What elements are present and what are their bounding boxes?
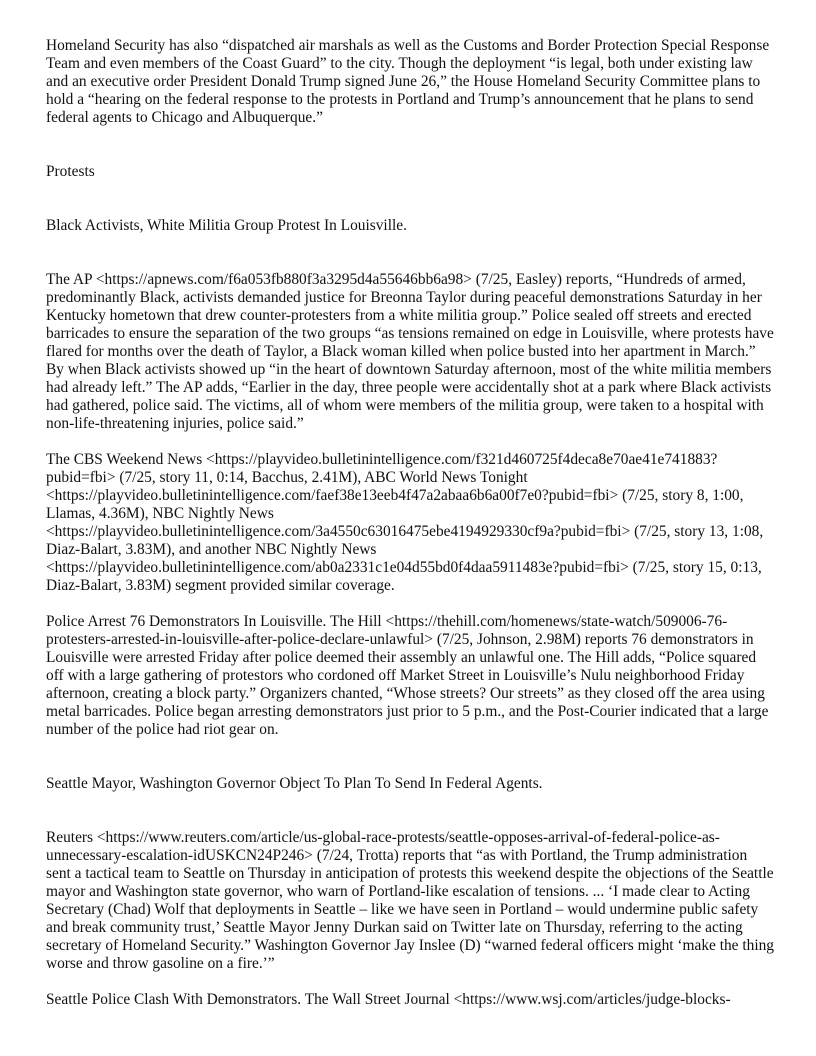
paragraph-ap-report: The AP <https://apnews.com/f6a053fb880f3a3295d4a55646bb6a98> (7/25, Easley) reports, “Hundreds of armed, predominantly Black, activists demanded justice for Breonna Taylor during peaceful demonstrations Saturday in her Kentucky hometown that drew counter-protesters from a white militia group.” Police sealed off streets and erected barricades to ensure the separation of the two groups “as tensions remained on edge in Louisville, where protests have flared for months over the death of Taylor, a Black woman killed when police busted into her apartment in March.” By when Black activists showed up “in the heart of downtown Saturday afternoon, most of the white militia members had already left.” The AP adds, “Earlier in the day, three people were accidentally shot at a park where Black activists had gathered, police said. The victims, all of whom were members of the militia group, were taken to a hospital with non-life-threatening injuries, police said.” [46, 271, 774, 432]
paragraph-tv-coverage: The CBS Weekend News <https://playvideo.bulletinintelligence.com/f321d460725f4deca8e70ae41e741883?pubid=fbi> (7/25, story 11, 0:14, Bacchus, 2.41M), ABC World News Tonight <https://playvideo.bulletinintelligence.com/faef38e13eeb4f47a2abaa6b6a00f7e0?pubid=fbi> (7/25, story 8, 1:00, Llamas, 4.36M), NBC Nightly News <https://playvideo.bulletinintelligence.com/3a4550c63016475ebe4194929330cf9a?pubid=fbi> (7/25, story 13, 1:08, Diaz-Balart, 3.83M), and another NBC Nightly News <https://playvideo.bulletinintelligence.com/ab0a2331c1e04d55bd0f4daa5911483e?pubid=fbi> (7/25, story 15, 0:13, Diaz-Balart, 3.83M) segment provided similar coverage. [46, 451, 764, 594]
section-heading-protests: Protests [46, 163, 95, 180]
document-page [46, 37, 774, 1009]
paragraph-reuters-report: Reuters <https://www.reuters.com/article/us-global-race-protests/seattle-opposes-arrival-of-federal-police-as-unnecessary-escalation-idUSKCN24P246> (7/24, Trotta) reports that “as with Portland, the Trump administration sent a tactical team to Seattle on Thursday in anticipation of protests this weekend despite the objections of the Seattle mayor and Washington state governor, who warn of Portland-like escalation of tensions. ... ‘I made clear to Acting Secretary (Chad) Wolf that deployments in Seattle – like we have seen in Portland – would undermine public safety and break community trust,’ Seattle Mayor Jenny Durkan said on Twitter late on Thursday, referring to the acting secretary of Homeland Security.” Washington Governor Jay Inslee (D) “warned federal officers might ‘make the thing worse and throw gasoline on a fire.’” [46, 829, 774, 972]
paragraph-homeland-security: Homeland Security has also “dispatched air marshals as well as the Customs and Border Protection Special Response Team and even members of the Coast Guard” to the city. Though the deployment “is legal, both under existing law and an executive order President Donald Trump signed June 26,” the House Homeland Security Committee plans to hold a “hearing on the federal response to the protests in Portland and Trump’s announcement that he plans to send federal agents to Chicago and Albuquerque.” [46, 37, 770, 126]
headline-louisville-protest: Black Activists, White Militia Group Protest In Louisville. [46, 217, 407, 234]
paragraph-seattle-police-clash: Seattle Police Clash With Demonstrators. The Wall Street Journal <https://www.wsj.com/articles/judge-blocks- [46, 991, 731, 1008]
paragraph-louisville-arrests: Police Arrest 76 Demonstrators In Louisville. The Hill <https://thehill.com/homenews/state-watch/509006-76-protesters-arrested-in-louisville-after-police-declare-unlawful> (7/25, Johnson, 2.98M) reports 76 demonstrators in Louisville were arrested Friday after police deemed their assembly an unlawful one. The Hill adds, “Police squared off with a large gathering of protestors who cordoned off Market Street in Louisville’s Nulu neighborhood Friday afternoon, creating a block party.” Organizers chanted, “Whose streets? Our streets” as they closed off the area using metal barricades. Police began arresting demonstrators just prior to 5 p.m., and the Post-Courier indicated that a large number of the police had riot gear on. [46, 613, 769, 738]
headline-seattle-federal-agents: Seattle Mayor, Washington Governor Object To Plan To Send In Federal Agents. [46, 775, 543, 792]
